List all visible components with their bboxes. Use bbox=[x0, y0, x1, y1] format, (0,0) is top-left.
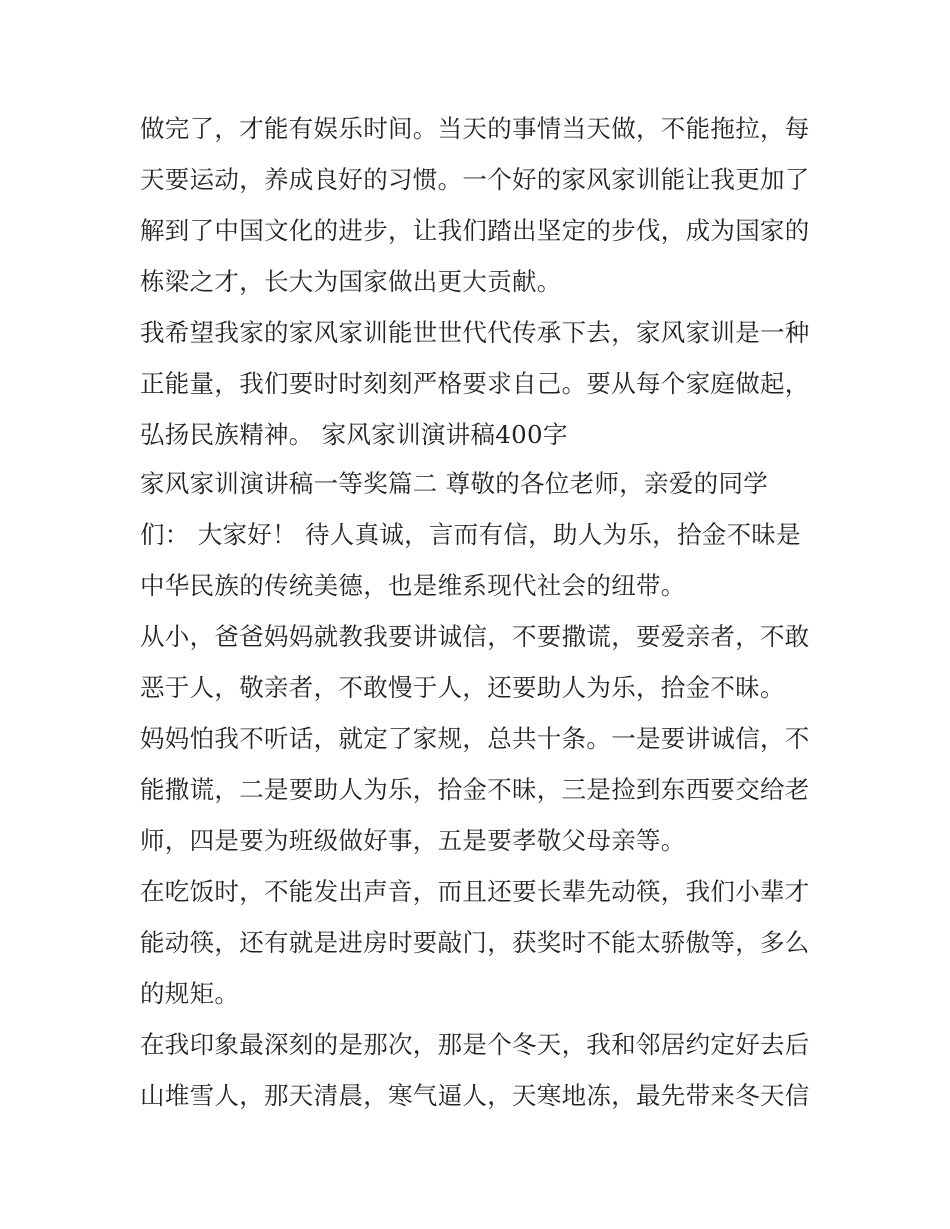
text-line: 山堆雪人，那天清晨，寒气逼人，天寒地冻，最先带来冬天信 bbox=[140, 1081, 810, 1110]
text-line: 中华民族的传统美德，也是维系现代社会的纽带。 bbox=[140, 571, 686, 600]
text-line: 们： 大家好！ 待人真诚，言而有信，助人为乐，拾金不昧是 bbox=[140, 520, 801, 549]
text-line: 做完了，才能有娱乐时间。当天的事情当天做，不能拖拉，每 bbox=[140, 114, 810, 143]
text-line: 在我印象最深刻的是那次，那是个冬天，我和邻居约定好去后 bbox=[140, 1030, 810, 1059]
text-line: 弘扬民族精神。 家风家训演讲稿400字 bbox=[140, 420, 568, 449]
text-line: 从小，爸爸妈妈就教我要讲诚信，不要撒谎，要爱亲者，不敢 bbox=[140, 622, 810, 651]
text-line: 能撒谎，二是要助人为乐，拾金不昧，三是捡到东西要交给老 bbox=[140, 775, 810, 804]
text-line: 栋梁之才，长大为国家做出更大贡献。 bbox=[140, 267, 562, 296]
text-line: 正能量，我们要时时刻刻严格要求自己。要从每个家庭做起， bbox=[140, 369, 810, 398]
text-line: 能动筷，还有就是进房时要敲门，获奖时不能太骄傲等，多么 bbox=[140, 928, 810, 957]
text-line: 解到了中国文化的进步，让我们踏出坚定的步伐，成为国家的 bbox=[140, 216, 810, 245]
text-line: 在吃饭时，不能发出声音，而且还要长辈先动筷，我们小辈才 bbox=[140, 877, 810, 906]
text-line: 的规矩。 bbox=[140, 979, 240, 1008]
text-line: 家风家训演讲稿一等奖篇二 尊敬的各位老师，亲爱的同学 bbox=[140, 469, 769, 498]
text-line: 妈妈怕我不听话，就定了家规，总共十条。一是要讲诚信，不 bbox=[140, 724, 810, 753]
text-line: 我希望我家的家风家训能世世代代传承下去，家风家训是一种 bbox=[140, 318, 810, 347]
text-line: 师，四是要为班级做好事，五是要孝敬父母亲等。 bbox=[140, 826, 686, 855]
text-line: 天要运动，养成良好的习惯。一个好的家风家训能让我更加了 bbox=[140, 165, 810, 194]
text-line: 恶于人，敬亲者，不敢慢于人，还要助人为乐，拾金不昧。 bbox=[140, 673, 785, 702]
